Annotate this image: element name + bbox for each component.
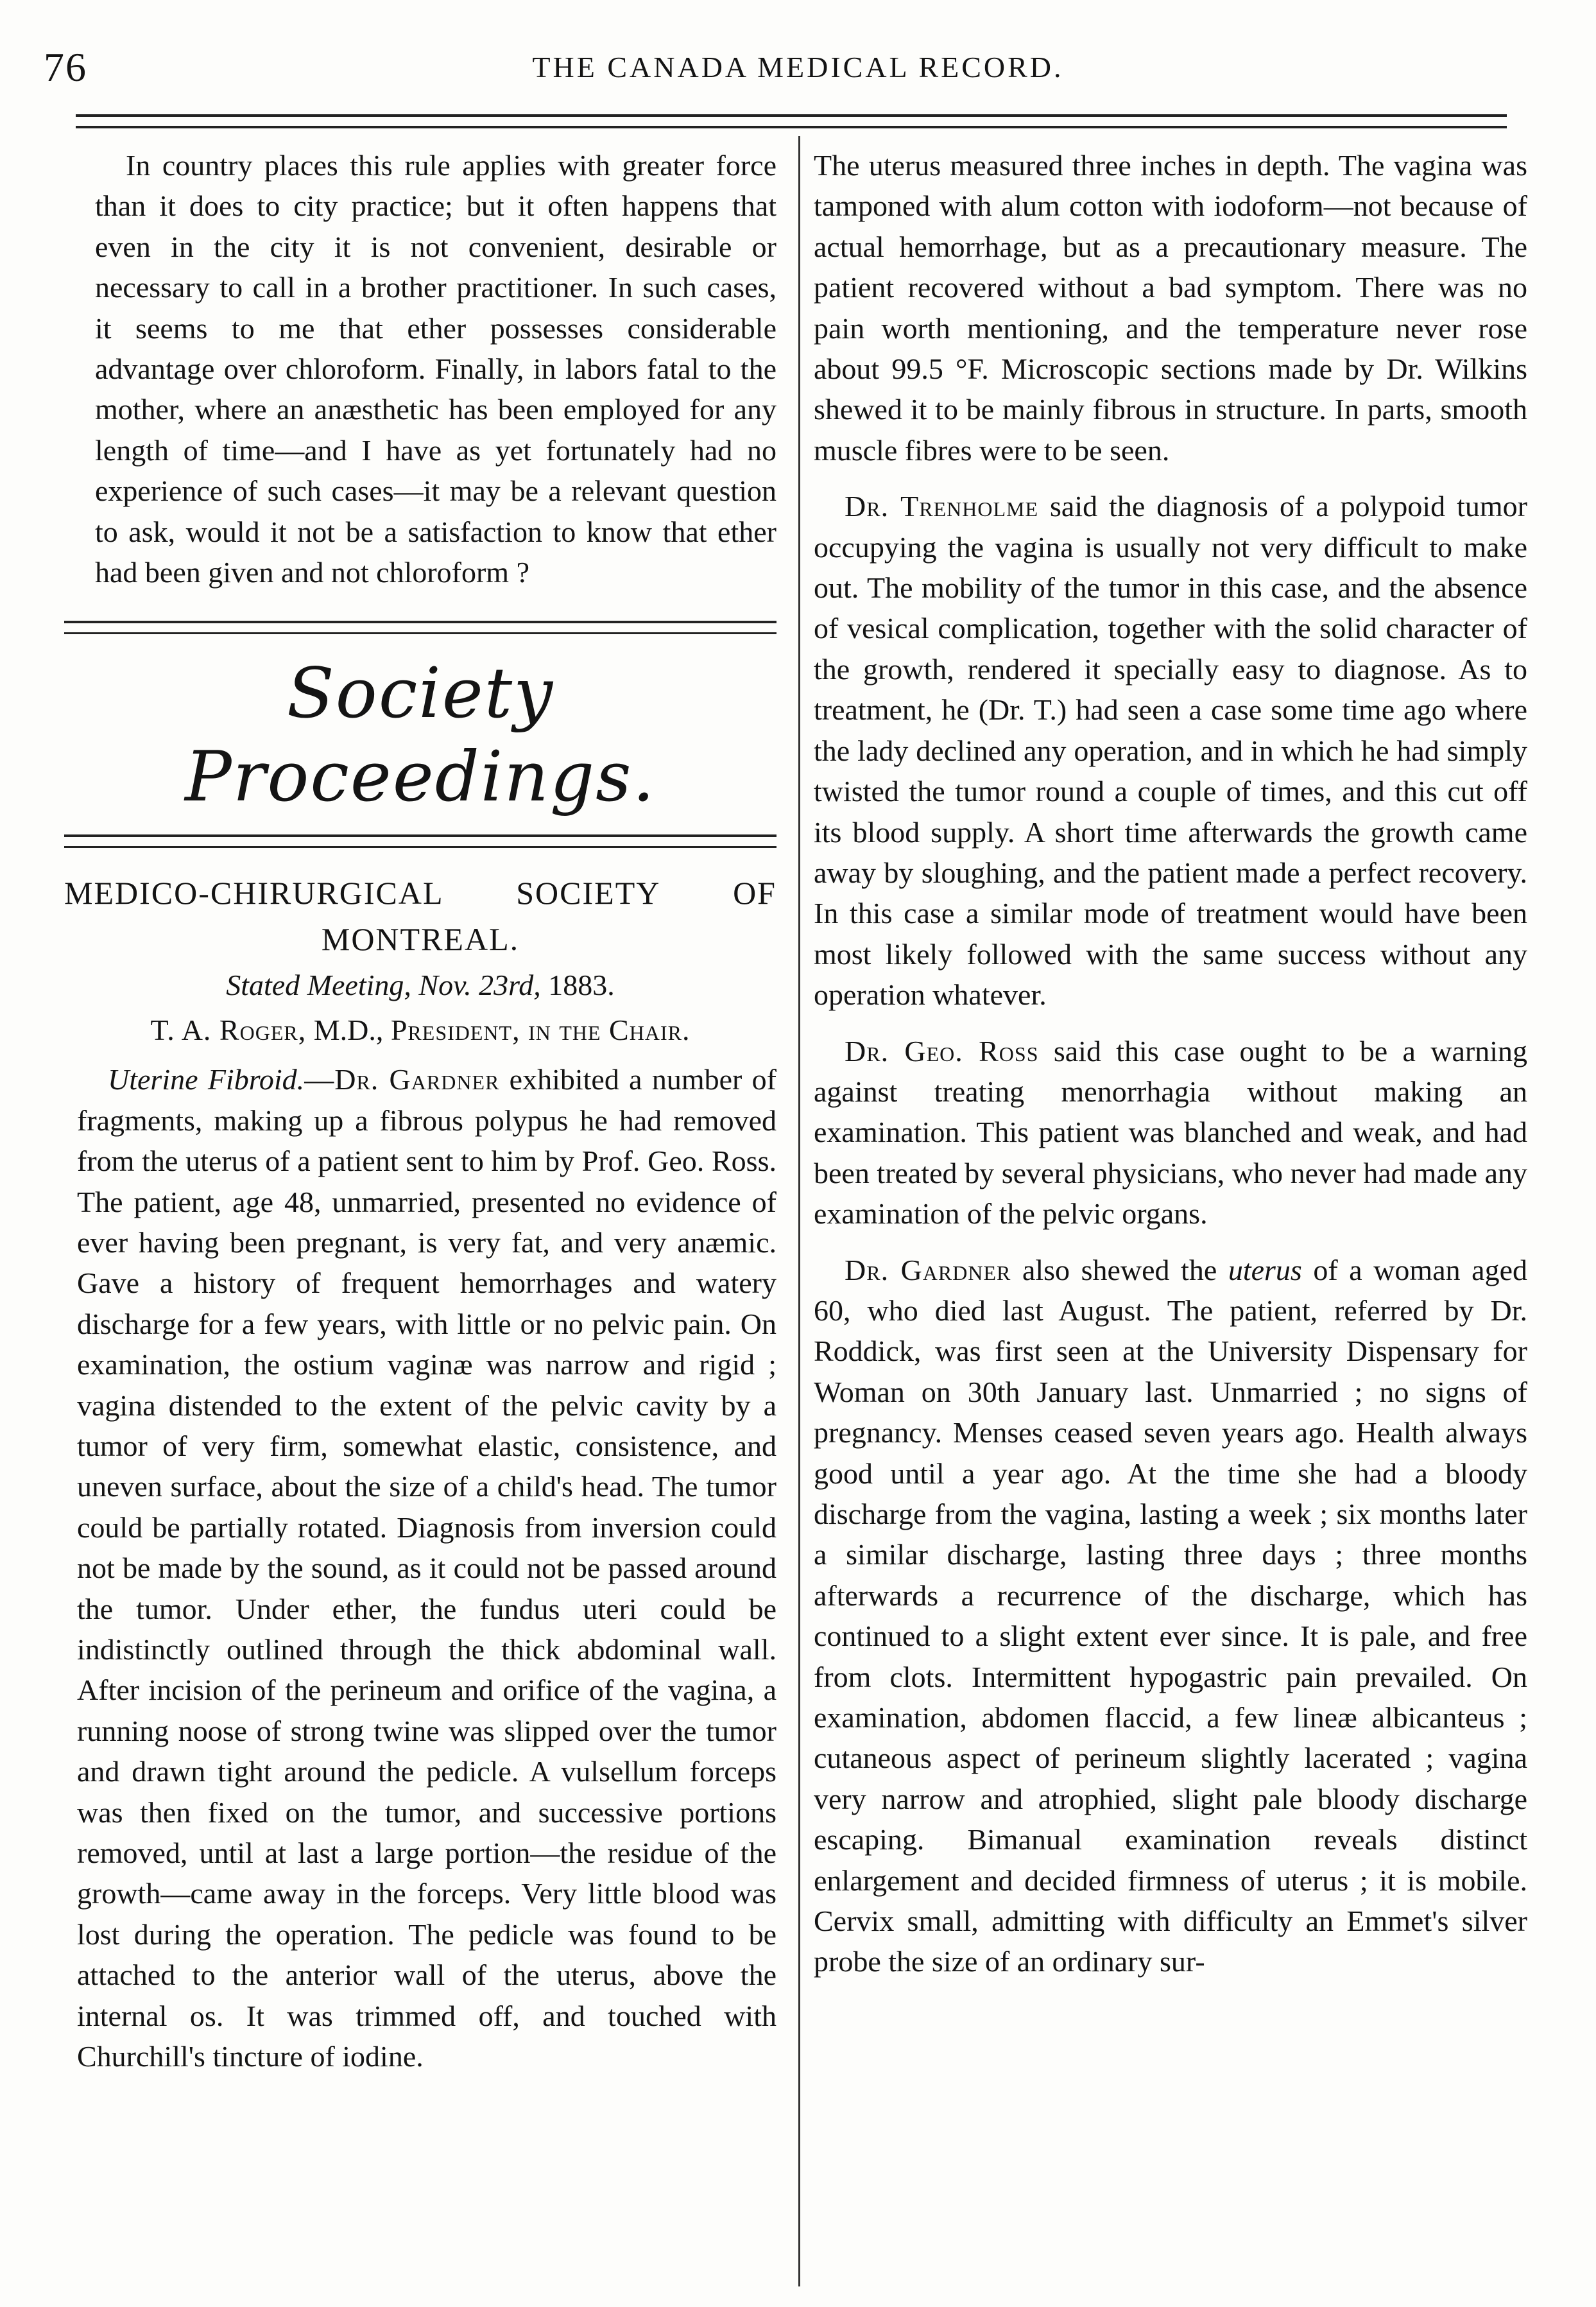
society-name-word: OF bbox=[733, 875, 777, 912]
intro-paragraph: In country places this rule applies with greater force than it does to city practice; but it often happens that even in the city it is not convenient, desirable or necessary to call in a brother practitioner. In such cases, it seems to me that ether possesses considerable advantage over chloroform. Finally, in labors fatal to the mother, where an anæsthetic has been employed for any length of time—and I have as yet fortunately had no experience of such cases—it may be a relevant question to ask, would it not be a satisfaction to know that ether had been given and not chloroform ? bbox=[95, 149, 777, 589]
society-heading bbox=[64, 870, 777, 962]
page-number: 76 bbox=[44, 44, 87, 90]
trenholme-text: said the diagnosis of a polypoid tumor occupying the vagina is usually not very difficult to make out. The mobility of the tumor in this case, and the absence of vesical complication, together with the solid character of the growth, rendered it specially easy to diagnose. As to treatment, he (Dr. T.) had seen a case some time ago where the lady declined any operation, and in which he had simply twisted the tumor round a couple of times, and this cut off its blood supply. A short time afterwards the growth came away by sloughing, and the patient made a perfect recovery. In this case a similar mode of treatment would have been most likely followed with the same success without any operation whatever. bbox=[814, 490, 1527, 1012]
society-city: MONTREAL. bbox=[321, 921, 520, 958]
gardner-speaker: Dr. Gardner bbox=[845, 1253, 1011, 1286]
society-name-line bbox=[64, 870, 777, 916]
right-column bbox=[814, 145, 1527, 1982]
section-rule-top bbox=[64, 621, 777, 634]
chair-title: President, in the Chair. bbox=[390, 1013, 691, 1046]
continuation-paragraph: The uterus measured three inches in depth. The vagina was tamponed with alum cotton with iodoform—not because of actual hemorrhage, but as a precautionary measure. The patient recovered without a bad symptom. There was no pain worth mentioning, and the temperature never rose about 99.5 °F. Microscopic sections made by Dr. Wilkins shewed it to be mainly fibrous in structure. In parts, smooth muscle fibres were to be seen. bbox=[814, 149, 1527, 467]
trenholme-speaker: Dr. Trenholme bbox=[845, 490, 1039, 523]
ross-text: said this case ought to be a warning against treating menorrhagia without making an examination. This patient was blanched and weak, and had been treated by several physicians, who never had made any examination of the pelvic organs. bbox=[814, 1034, 1528, 1231]
ross-paragraph bbox=[814, 1031, 1527, 1234]
column-divider bbox=[798, 136, 800, 2286]
meeting-line bbox=[64, 965, 777, 1005]
chair-name: T. A. Roger, bbox=[150, 1013, 307, 1046]
meeting-year: 1883. bbox=[548, 969, 615, 1002]
running-head: THE CANADA MEDICAL RECORD. bbox=[532, 51, 1064, 83]
fibroid-heading: Uterine Fibroid. bbox=[108, 1063, 305, 1096]
header-rule bbox=[76, 114, 1507, 117]
fibroid-speaker: —Dr. Gardner bbox=[304, 1063, 500, 1096]
left-column bbox=[64, 145, 777, 2077]
meeting-prefix: Stated Meeting, bbox=[226, 969, 411, 1002]
fibroid-paragraph bbox=[64, 1059, 777, 2077]
society-name-word: MEDICO-CHIRURGICAL bbox=[64, 875, 444, 912]
gardner-text-a: also shewed the bbox=[1022, 1253, 1217, 1286]
gardner-uterus: uterus bbox=[1228, 1253, 1302, 1286]
meeting-date: Nov. 23rd, bbox=[418, 969, 541, 1002]
chair-line bbox=[64, 1010, 777, 1050]
section-banner: Society Proceedings. bbox=[185, 653, 656, 818]
header-rule-lower bbox=[76, 126, 1507, 128]
gardner-paragraph bbox=[814, 1250, 1527, 1982]
ross-speaker: Dr. Geo. Ross bbox=[845, 1034, 1039, 1067]
section-rule-bottom bbox=[64, 834, 777, 848]
gardner-text-b: of a woman aged 60, who died last August. The patient, referred by Dr. Roddick, was first seen at the University Dispensary for Woman on 30th January last. Unmarried ; no signs of pregnancy. Menses ceased seven years ago. Health always good until a year ago. At the time she had a bloody discharge from the vagina, lasting a week ; six months later a similar discharge, lasting three days ; three months afterwards a recurrence of the discharge, which has continued to a slight extent ever since. It is pale, and free from clots. Intermittent hypogastric pain prevailed. On examination, abdomen flaccid, a few lineæ albicanteus ; cutaneous aspect of perineum slightly lacerated ; vagina very narrow and atrophied, slight pale bloody discharge escaping. Bimanual examination reveals distinct enlargement and decided firmness of uterus ; it is mobile. Cervix small, admitting with difficulty an Emmet's silver probe the size of an ordinary sur- bbox=[814, 1253, 1527, 1978]
fibroid-text: exhibited a number of fragments, making up a fibrous polypus he had removed from the uterus of a patient sent to him by Prof. Geo. Ross. The patient, age 48, unmarried, presented no evidence of ever having been pregnant, is very fat, and very anæmic. Gave a history of frequent hemorrhages and watery discharge for a few years, with little or no pelvic pain. On examination, the ostium vaginæ was narrow and rigid ; vagina distended to the extent of the pelvic cavity by a tumor of very firm, somewhat elastic, consistence, and uneven surface, about the size of a child's head. The tumor could be partially rotated. Diagnosis from inversion could not be made by the sound, as it could not be passed around the tumor. Under ether, the fundus uteri could be indistinctly outlined through the thick abdominal wall. After incision of the perineum and orifice of the vagina, a running noose of strong twine was slipped over the tumor and drawn tight around the pedicle. A vulsellum forceps was then fixed on the tumor, and successive portions removed, until at last a large portion—the residue of the growth—came away in the forceps. Very little blood was lost during the operation. The pedicle was found to be attached to the anterior wall of the uterus, above the internal os. It was trimmed off, and touched with Churchill's tincture of iodine. bbox=[77, 1063, 777, 2073]
chair-degree: M.D., bbox=[313, 1013, 384, 1046]
society-name-word: SOCIETY bbox=[516, 875, 661, 912]
trenholme-paragraph bbox=[814, 486, 1527, 1015]
